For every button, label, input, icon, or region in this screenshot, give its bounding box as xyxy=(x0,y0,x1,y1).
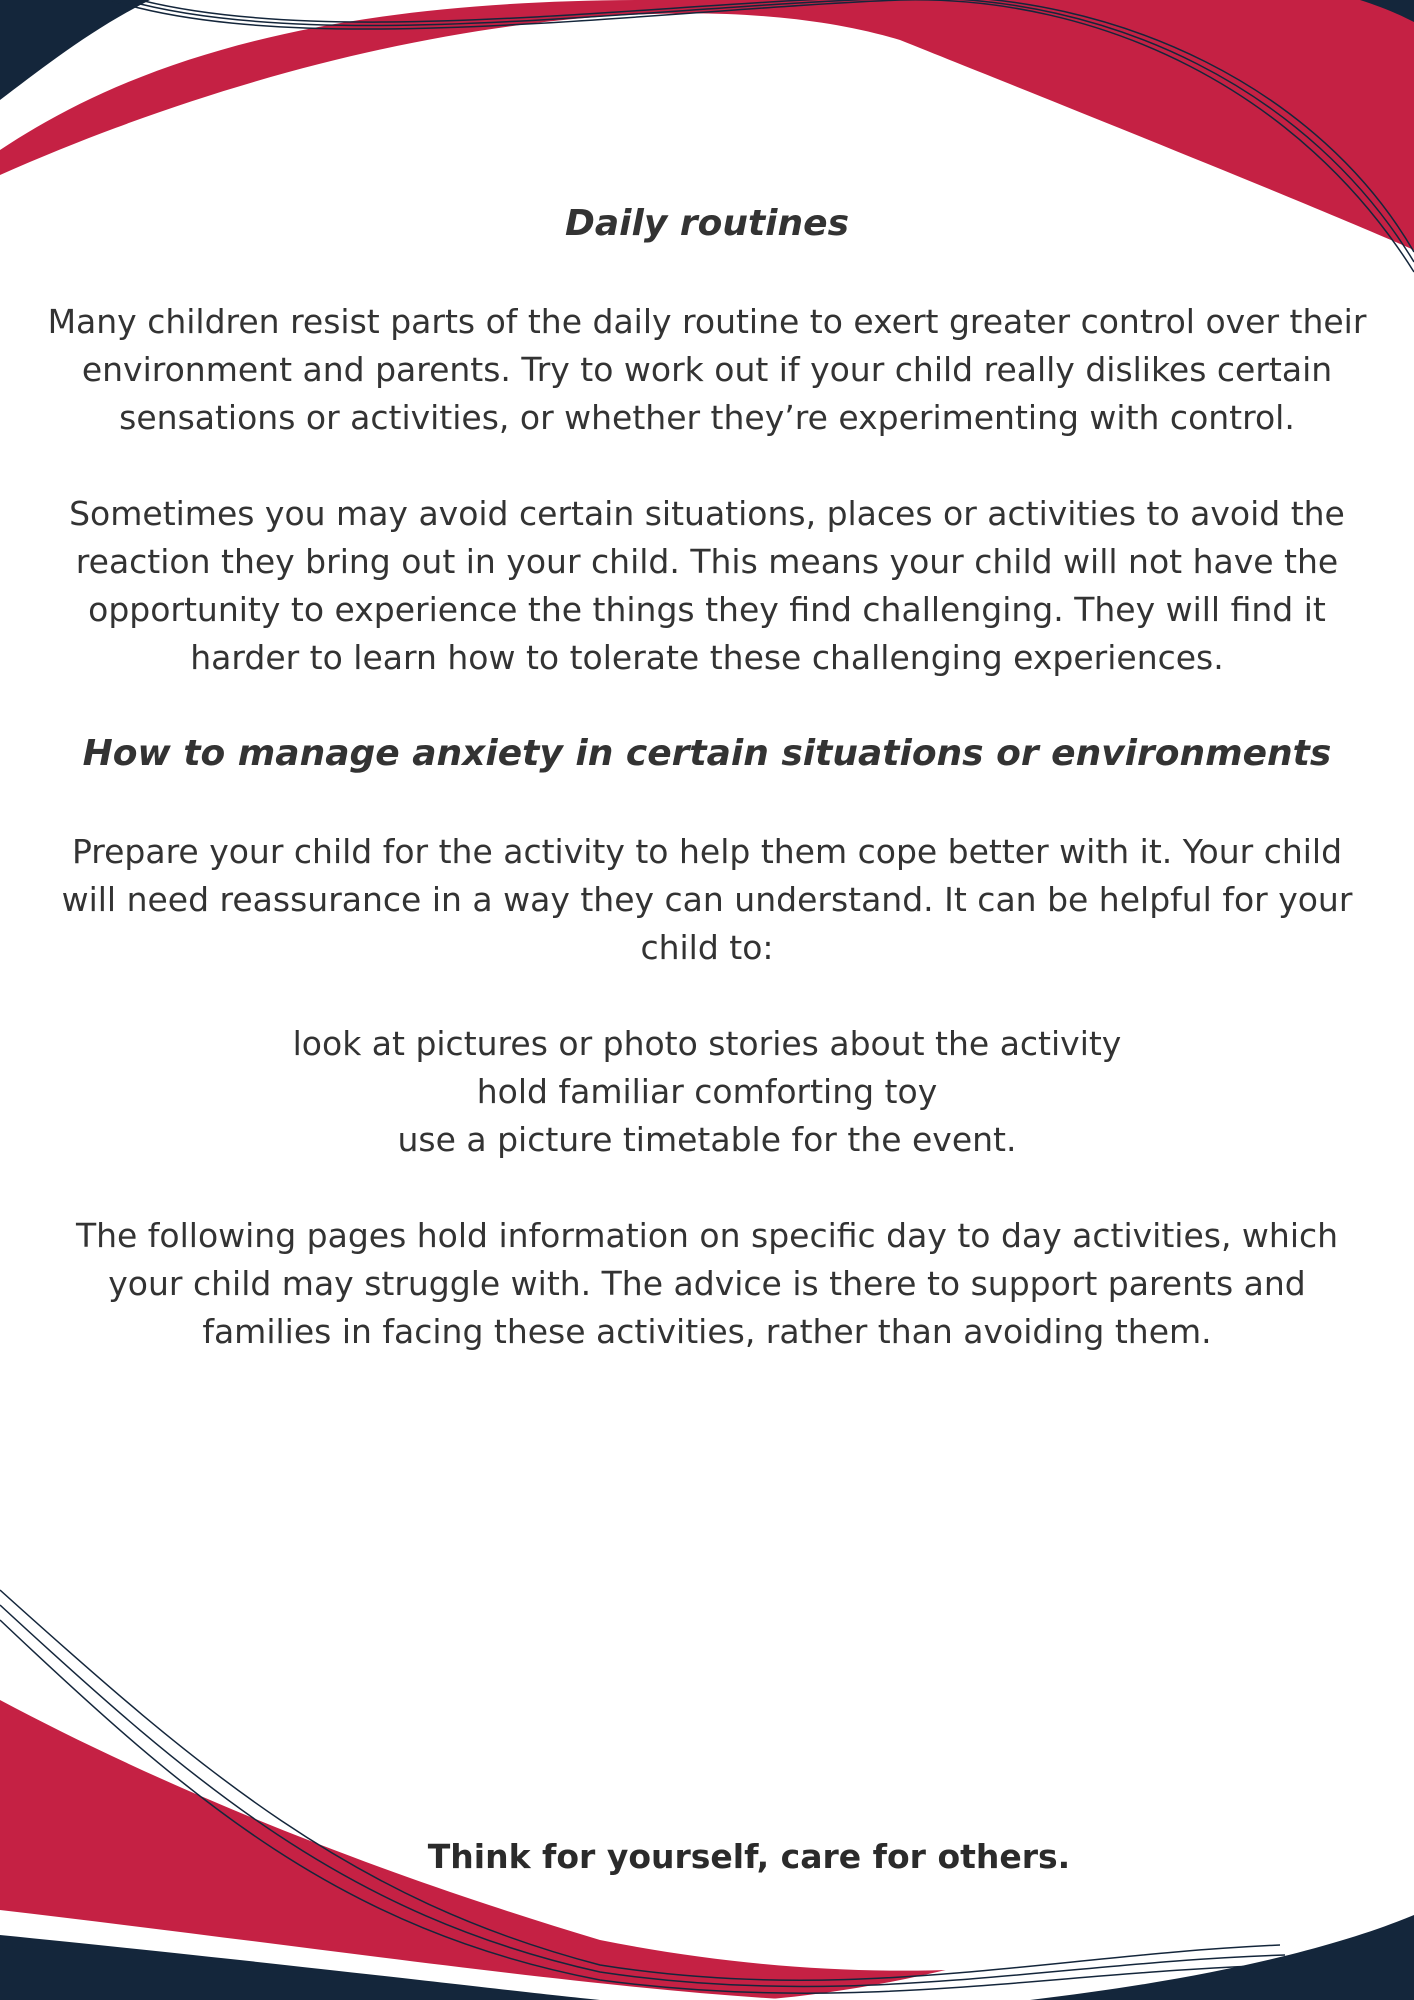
list-item: look at pictures or photo stories about the activity xyxy=(292,1024,1122,1063)
intro-paragraph: Prepare your child for the activity to help them cope better with it. Your child will need reassurance in a way they can understand. It can be helpful for your child to: xyxy=(61,832,1353,967)
subheading: How to manage anxiety in certain situations or environments xyxy=(82,733,1332,774)
bottom-wave-decoration xyxy=(0,1560,1414,2000)
paragraph-routine-resistance: Many children resist parts of the daily routine to exert greater control over their environment and parents. Try to work out if your child really dislikes certain sensations or activities, or whether they’re experimenting with control. xyxy=(47,302,1367,437)
tagline: Think for yourself, care for others. xyxy=(427,1837,1071,1876)
list-item: use a picture timetable for the event. xyxy=(397,1120,1017,1159)
page-content xyxy=(40,200,1374,1356)
paragraph-avoidance: Sometimes you may avoid certain situations, places or activities to avoid the reaction they bring out in your child. This means your child will not have the opportunity to experience the things they find challenging. They will find it harder to learn how to tolerate these challenging experiences. xyxy=(69,494,1345,677)
section-title: Daily routines xyxy=(565,203,849,244)
list-item: hold familiar comforting toy xyxy=(476,1072,938,1111)
tips-list xyxy=(40,1020,1374,1164)
closing-paragraph: The following pages hold information on specific day to day activities, which your child may struggle with. The advice is there to support parents and families in facing these activities, rather than avoiding them. xyxy=(75,1216,1339,1351)
